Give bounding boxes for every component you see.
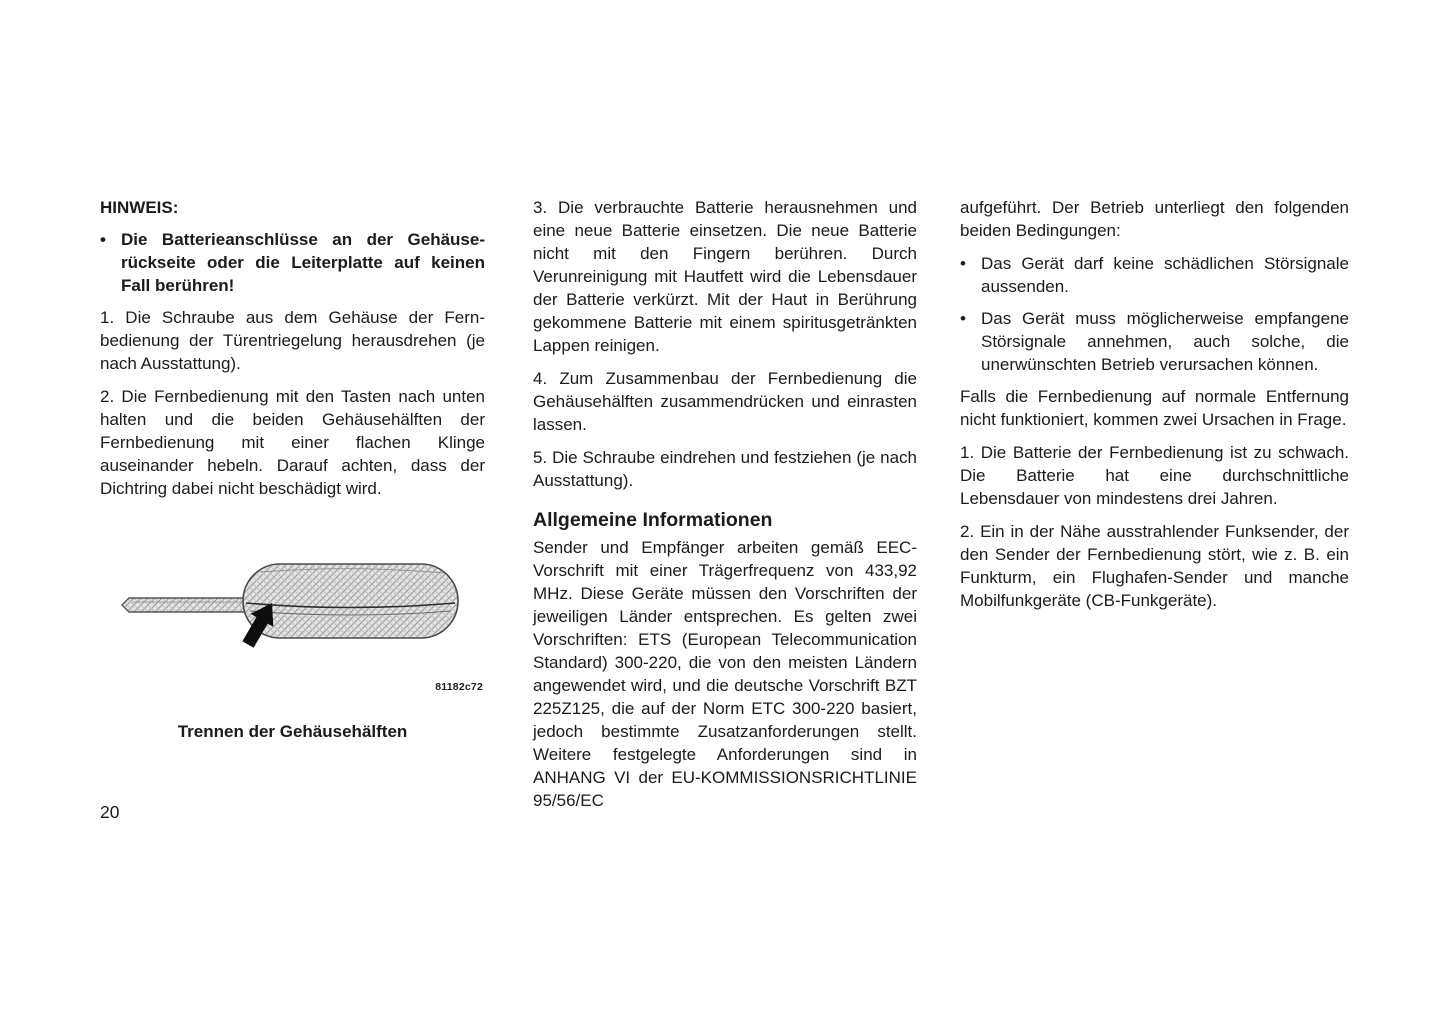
condition-bullet-2 [960, 307, 1349, 376]
figure-caption: Trennen der Gehäusehälften [177, 722, 408, 741]
page-number: 20 [100, 802, 120, 822]
section-heading: Allgemeine Informationen [533, 509, 773, 531]
figure-remote-separation [100, 556, 485, 743]
bullet-marker [100, 228, 121, 297]
cause-1: 1. Die Batterie der Fernbedienung ist zu schwach. Die Batterie hat eine durchschnittliche Lebensdauer von mindestens drei Jahren. [960, 443, 1349, 508]
column-right [960, 196, 1349, 622]
cause-2: 2. Ein in der Nähe ausstrahlender Funksender, der den Sender der Fernbedienung stört, wie z. B. ein Funkturm, ein Flughafen-Sender und manche Mobilfunkgeräte (CB-Funkgeräte). [960, 522, 1349, 610]
step-3: 3. Die verbrauchte Batterie herausnehmen und eine neue Batterie einsetzen. Die neue Batterie nicht mit den Fingern berühren. Durch Verunreinigung mit Hautfett wird die Lebensdauer der Batterie verkürzt. Mit der Haut in Berührung gekommene Batterie mit einem spiritusgetränkten Lappen reinigen. [533, 198, 917, 355]
bullet-marker [960, 307, 981, 376]
key-fob-illustration [120, 556, 465, 661]
bullet-glyph: • [960, 254, 966, 273]
intro-paragraph: aufgeführt. Der Betrieb unterliegt den folgenden beiden Bedingungen: [960, 198, 1349, 240]
step-2: 2. Die Fernbedienung mit den Tasten nach unten halten und die beiden Gehäusehälften der Fernbedienung mit einer flachen Klinge auseinander hebeln. Darauf achten, dass der Dichtring dabei nicht beschädigt wird. [100, 387, 485, 498]
figure-id: 81182c72 [435, 681, 483, 693]
note-bullet-item [100, 228, 485, 297]
step-4: 4. Zum Zusammenbau der Fernbedienung die Gehäusehälften zusammendrücken und einrasten lassen. [533, 369, 917, 434]
key-blade-shape [122, 598, 262, 612]
bullet-glyph: • [960, 309, 966, 328]
step-1: 1. Die Schraube aus dem Gehäuse der Fernbedienung der Türentriegelung herausdrehen (je nach Ausstattung). [100, 308, 485, 373]
note-bullet-text: Die Batterieanschlüsse an der Gehäuserückseite oder die Leiterplatte auf keinen Fall berühren! [121, 230, 485, 295]
column-middle [533, 196, 917, 822]
bullet-marker [960, 252, 981, 298]
column-left [100, 196, 485, 743]
bullet-glyph: • [100, 230, 106, 249]
condition-bullet-2-text: Das Gerät muss möglicherweise empfangene Störsignale annehmen, auch solche, die unerwünschten Betrieb verursachen können. [981, 309, 1349, 374]
general-info-body: Sender und Empfänger arbeiten gemäß EEC-Vorschrift mit einer Trägerfrequenz von 433,92 MHz. Diese Geräte müssen den Vorschriften der jeweiligen Länder entsprechen. Es gelten zwei Vorschriften: ETS (European Telecommunication Standard) 300-220, die von den meisten Ländern angewendet wird, und die deutsche Vorschrift BZT 225Z125, die auf der Norm ETC 300-220 basiert, jedoch bestimmte Zusatzanforderungen stellt. Weitere festgelegte Anforderungen sind in ANHANG VI der EU-KOMMISSIONSRICHTLINIE 95/56/EC [533, 538, 917, 810]
note-label: HINWEIS: [100, 198, 179, 217]
step-5: 5. Die Schraube eindrehen und festziehen (je nach Ausstattung). [533, 448, 917, 490]
fob-body-shape [243, 564, 458, 638]
troubleshooting-intro: Falls die Fernbedienung auf normale Entfernung nicht funktioniert, kommen zwei Ursachen in Frage. [960, 387, 1349, 429]
condition-bullet-1 [960, 252, 1349, 298]
condition-bullet-1-text: Das Gerät darf keine schädlichen Störsignale aussenden. [981, 254, 1349, 296]
